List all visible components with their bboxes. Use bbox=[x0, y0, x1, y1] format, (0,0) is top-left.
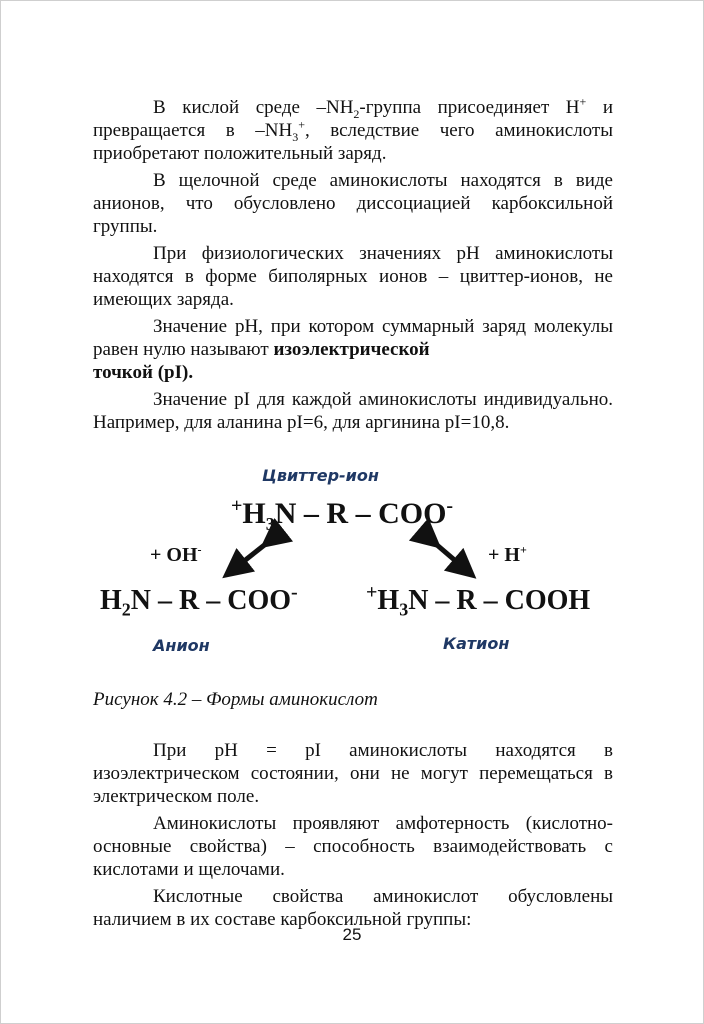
paragraph-2: В щелочной среде аминокислоты находятся в виде анионов, что обусловлено диссоциацией карбоксильной группы. bbox=[93, 170, 613, 237]
cation-label: Катион bbox=[443, 634, 510, 653]
right-reagent: + H+ bbox=[488, 542, 527, 566]
paragraph-1: В кислой среде $-NH_2$-группа присоединяет Н+ и превращается в $-NH_3^+$, вследствие чего аминокислоты приобретают положительный заряд. bbox=[93, 94, 614, 164]
term-isoelectric: изоэлектрической bbox=[273, 339, 430, 360]
left-reagent: + OH- bbox=[150, 542, 202, 566]
cation-formula: $^+H_3N$ – R – COOH bbox=[366, 581, 591, 620]
paragraph-7: Аминокислоты проявляют амфотерность (кислотно-основные свойства) – способность взаимодействовать с кислотами и щелочами. bbox=[93, 813, 613, 880]
right-double-arrow bbox=[430, 539, 465, 569]
paragraph-3: При физиологических значениях рН аминокислоты находятся в форме биполярных ионов – цвиттер-ионов, не имеющих заряда. bbox=[93, 243, 613, 310]
paragraph-4: Значение рН, при котором суммарный заряд молекулы равен нулю называют изоэлектрической точкой (pI). bbox=[93, 316, 613, 383]
term-point: точкой (pI). bbox=[93, 362, 194, 383]
paragraph-8: Кислотные свойства аминокислот обусловлены наличием в их составе карбоксильной группы: bbox=[93, 886, 613, 930]
paragraph-6: При рН = pI аминокислоты находятся в изоэлектрическом состоянии, они не могут перемещаться в электрическом поле. bbox=[93, 740, 613, 807]
text-block-top bbox=[93, 96, 613, 438]
text-block-bottom bbox=[93, 739, 613, 935]
paragraph-5: Значение pI для каждой аминокислоты индивидуально. Например, для аланина pI=6, для аргинина pI=10,8. bbox=[93, 389, 613, 433]
figure-caption: Рисунок 4.2 – Формы аминокислот bbox=[93, 689, 378, 710]
left-double-arrow bbox=[234, 539, 272, 569]
zwitterion-label: Цвиттер-ион bbox=[262, 466, 379, 485]
anion-formula: $H_2N$ – R – COO- bbox=[100, 581, 298, 620]
figure-amino-acid-forms bbox=[0, 455, 704, 665]
reaction-arrows bbox=[0, 455, 704, 665]
anion-label: Анион bbox=[153, 636, 210, 655]
zwitterion-formula: $^+H_3N$ – R – COO- bbox=[231, 495, 454, 534]
page-number: 25 bbox=[342, 925, 362, 944]
